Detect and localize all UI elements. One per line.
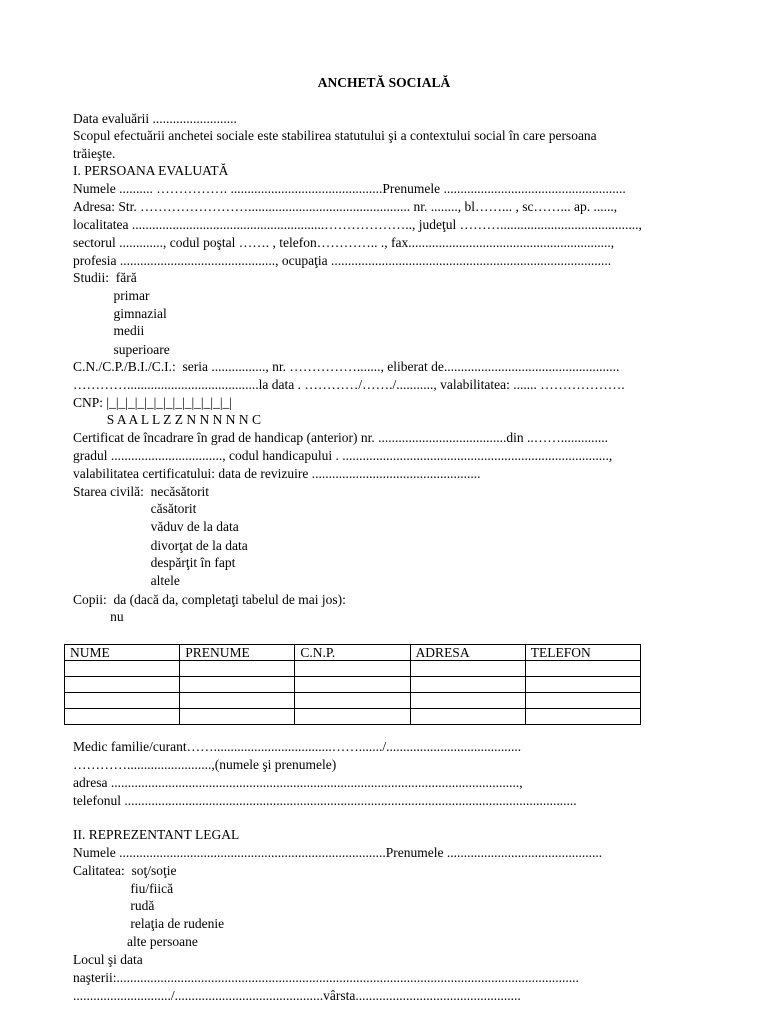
page-title: ANCHETĂ SOCIALĂ	[317, 75, 451, 90]
scop-line-2: trăieşte.	[73, 146, 116, 161]
studii-line: Studii: fără	[73, 270, 137, 285]
cnp-line: CNP: |_|_|_|_|_|_|_|_|_|_|_|_|_|	[73, 395, 232, 410]
column-header: TELEFON	[525, 645, 640, 661]
act-identitate-line: C.N./C.P./B.I./C.I.: seria ................, nr. ……………......., eliberat de....................................................	[73, 359, 620, 374]
table-cell[interactable]	[65, 693, 180, 709]
column-header: ADRESA	[410, 645, 525, 661]
calitatea-line: Calitatea: soţ/soţie	[73, 863, 177, 878]
calitatea-option: alte persoane	[73, 934, 198, 949]
medic-nume-line: ………….........................,(numele şi prenumele)	[73, 757, 337, 772]
studii-option: medii	[73, 323, 145, 338]
cnp-legend: S A A L L Z Z N N N N N C	[73, 412, 262, 427]
table-cell[interactable]	[295, 661, 410, 677]
calitatea-option: relaţia de rudenie	[73, 916, 225, 931]
localitatea-line: localitatea .........................................................……………….., judeţul ……….........................................,	[73, 217, 642, 232]
table-cell[interactable]	[65, 661, 180, 677]
table-cell[interactable]	[65, 677, 180, 693]
certificat-line: Certificat de încadrare în grad de handicap (anterior) nr. ......................................din ..……..............	[73, 430, 608, 445]
nasterii-line: naşterii:.........................................................................................................................................	[73, 970, 579, 985]
valabilitatea-line: valabilitatea certificatului: data de revizuire ..................................................	[73, 466, 481, 481]
copii-option-nu: nu	[73, 609, 124, 624]
stare-civila-option: despărţit în fapt	[73, 555, 236, 570]
medic-line: Medic familie/curant……...................................……......./........................................	[73, 739, 522, 754]
calitatea-option: fiu/fiică	[73, 881, 174, 896]
column-header: PRENUME	[180, 645, 295, 661]
profesia-line: profesia .............................................., ocupaţia ...................................................................................	[73, 253, 612, 268]
stare-civila-option: divorţat de la data	[73, 538, 248, 553]
table-cell[interactable]	[410, 709, 525, 725]
table-cell[interactable]	[180, 677, 295, 693]
table-row	[65, 709, 641, 725]
column-header: C.N.P.	[295, 645, 410, 661]
reprezentant-nume-line: Numele ...............................................................................Prenumele ..............................................	[73, 845, 603, 860]
eliberat-line: ………….......................................la data . …………/……./..........., valabilitatea: ....... ……………….	[73, 377, 625, 392]
stare-civila-option: văduv de la data	[73, 519, 239, 534]
table-cell[interactable]	[180, 693, 295, 709]
scop-line-1: Scopul efectuării anchetei sociale este stabilirea statutului şi a contextului social în care persoana	[73, 128, 597, 143]
table-cell[interactable]	[180, 709, 295, 725]
table-cell[interactable]	[295, 709, 410, 725]
studii-option: gimnazial	[73, 306, 167, 321]
table-cell[interactable]	[525, 693, 640, 709]
table-cell[interactable]	[410, 693, 525, 709]
locul-data-line: Locul şi data	[73, 952, 143, 967]
table-cell[interactable]	[525, 661, 640, 677]
medic-telefon-line: telefonul ......................................................................................................................................	[73, 793, 577, 808]
studii-option: superioare	[73, 342, 170, 357]
table-cell[interactable]	[65, 709, 180, 725]
table-cell[interactable]	[180, 661, 295, 677]
stare-civila-option: căsătorit	[73, 501, 197, 516]
adresa-line: Adresa: Str. ……………………................................................ nr. ........, bl……... , sc……... ap. ......,	[73, 199, 618, 214]
table-cell[interactable]	[295, 677, 410, 693]
varsta-line: ............................./............................................vârsta.................................................	[73, 988, 521, 1003]
table-cell[interactable]	[525, 677, 640, 693]
stare-civila-option: altele	[73, 573, 180, 588]
copii-table	[64, 644, 641, 725]
medic-adresa-line: adresa .........................................................................................................................,	[73, 775, 523, 790]
studii-option: primar	[73, 288, 150, 303]
calitatea-option: rudă	[73, 898, 155, 913]
table-cell[interactable]	[525, 709, 640, 725]
table-cell[interactable]	[410, 677, 525, 693]
sectorul-line: sectorul ............., codul poştal ……. , telefon………….. ., fax............................................................,	[73, 235, 615, 250]
table-header-row	[65, 645, 641, 661]
copii-line: Copii: da (dacă da, completaţi tabelul de mai jos):	[73, 592, 346, 607]
table-cell[interactable]	[295, 693, 410, 709]
table-row	[65, 693, 641, 709]
table-row	[65, 677, 641, 693]
section-2-heading: II. REPREZENTANT LEGAL	[73, 827, 240, 842]
data-evaluarii-line: Data evaluării .........................	[73, 111, 237, 126]
table-row	[65, 661, 641, 677]
starea-civila-line: Starea civilă: necăsătorit	[73, 484, 210, 499]
column-header: NUME	[65, 645, 180, 661]
nume-prenume-line: Numele .......... ……………. .............................................Prenumele ......................................................	[73, 181, 626, 196]
table-cell[interactable]	[410, 661, 525, 677]
section-1-heading: I. PERSOANA EVALUATĂ	[73, 163, 229, 178]
gradul-line: gradul ................................., codul handicapului . ...............................................................................,	[73, 448, 613, 463]
